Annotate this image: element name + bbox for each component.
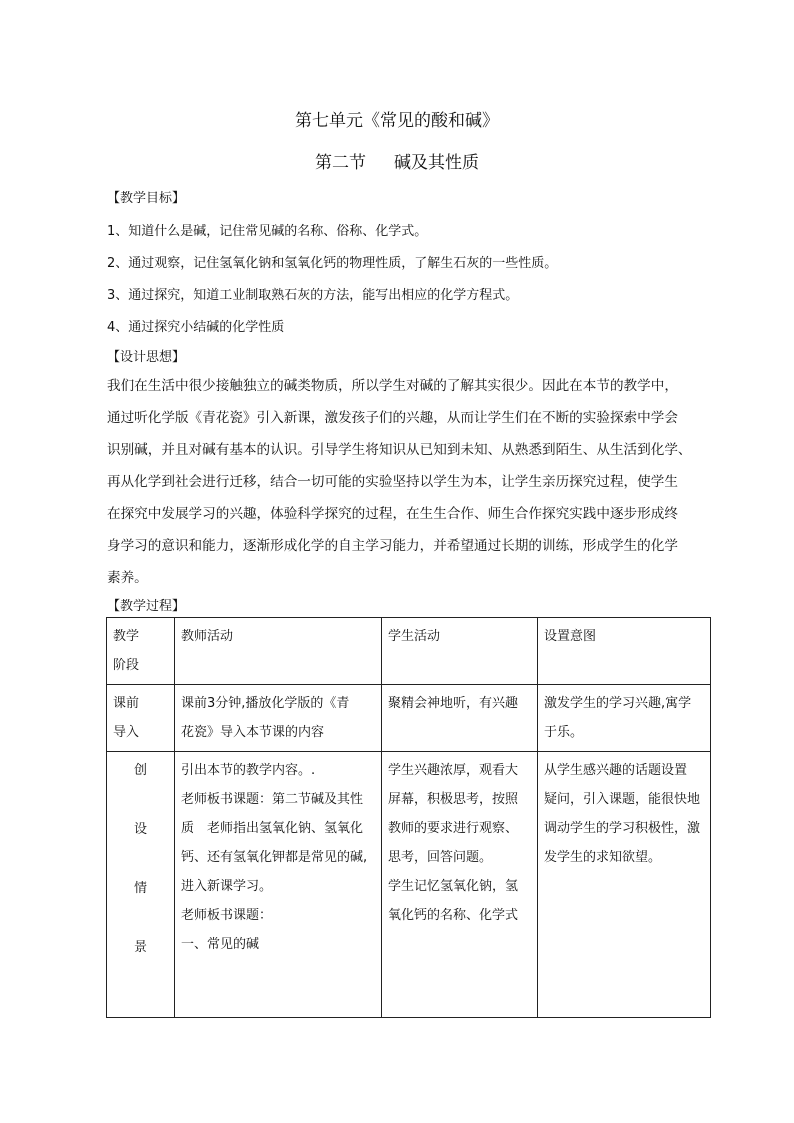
stage-cell: 创 设 情 景 bbox=[107, 752, 175, 1018]
design-line: 在探究中发展学习的兴趣，体验科学探究的过程，在生生合作、师生合作探究实践中逐步形成终 bbox=[107, 506, 678, 522]
design-paragraph bbox=[107, 370, 697, 594]
header-student: 学生活动 bbox=[382, 618, 538, 685]
teaching-process-table bbox=[106, 617, 711, 1018]
table-row bbox=[107, 752, 711, 1018]
header-teacher: 教师活动 bbox=[175, 618, 382, 685]
section-title bbox=[0, 148, 794, 173]
design-line: 身学习的意识和能力，逐渐形成化学的自主学习能力，并希望通过长期的训练，形成学生的化学 bbox=[107, 538, 678, 554]
objective-item: 2、通过观察，记住氢氧化钠和氢氧化钙的物理性质，了解生石灰的一些性质。 bbox=[107, 256, 558, 271]
table-header-row bbox=[107, 618, 711, 685]
section-topic: 碱及其性质 bbox=[394, 153, 479, 173]
unit-title: 第七单元《常见的酸和碱》 bbox=[295, 111, 499, 131]
design-line: 再从化学到社会进行迁移，结合一切可能的实验坚持以学生为本，让学生亲历探究过程，使学生 bbox=[107, 474, 678, 490]
section-number: 第二节 bbox=[315, 153, 366, 173]
intent-cell: 激发学生的学习兴趣,寓学 于乐。 bbox=[538, 685, 711, 752]
header-intent: 设置意图 bbox=[538, 618, 711, 685]
design-line: 通过听化学版《青花瓷》引入新课，激发孩子们的兴趣，从而让学生们在不断的实验探索中学会 bbox=[107, 410, 678, 426]
student-activity-cell: 聚精会神地听，有兴趣 bbox=[382, 685, 538, 752]
design-heading: 【设计思想】 bbox=[107, 350, 186, 365]
design-line: 我们在生活中很少接触独立的碱类物质，所以学生对碱的了解其实很少。因此在本节的教学中， bbox=[107, 378, 678, 394]
design-line: 识别碱，并且对碱有基本的认识。引导学生将知识从已知到未知、从熟悉到陌生、从生活到化学、 bbox=[107, 442, 692, 458]
student-activity-cell: 学生兴趣浓厚，观看大 屏幕，积极思考，按照 教师的要求进行观察、 思考，回答问题。 学生记忆氢氧化钠，氢 氧化钙的名称、化学式 bbox=[382, 752, 538, 1018]
design-line: 素养。 bbox=[107, 570, 148, 586]
process-heading: 【教学过程】 bbox=[107, 599, 186, 614]
teacher-activity-cell: 课前3分钟,播放化学版的《青 花瓷》导入本节课的内容 bbox=[175, 685, 382, 752]
intent-cell: 从学生感兴趣的话题设置 疑问，引入课题，能很快地 调动学生的学习积极性，激 发学生的求知欲望。 bbox=[538, 752, 711, 1018]
teacher-activity-cell: 引出本节的教学内容。. 老师板书课题：第二节碱及其性 质 老师指出氢氧化钠、氢氧化 钙、还有氢氧化钾都是常见的碱, 进入新课学习。 老师板书课题： 一、常见的碱 bbox=[175, 752, 382, 1018]
objective-item: 3、通过探究，知道工业制取熟石灰的方法，能写出相应的化学方程式。 bbox=[107, 288, 519, 303]
table-row bbox=[107, 685, 711, 752]
objectives-heading: 【教学目标】 bbox=[107, 191, 186, 206]
objective-item: 1、知道什么是碱，记住常见碱的名称、俗称、化学式。 bbox=[107, 224, 428, 239]
header-stage: 教学 阶段 bbox=[107, 618, 175, 685]
stage-cell: 课前 导入 bbox=[107, 685, 175, 752]
objective-item: 4、通过探究小结碱的化学性质 bbox=[107, 320, 285, 335]
